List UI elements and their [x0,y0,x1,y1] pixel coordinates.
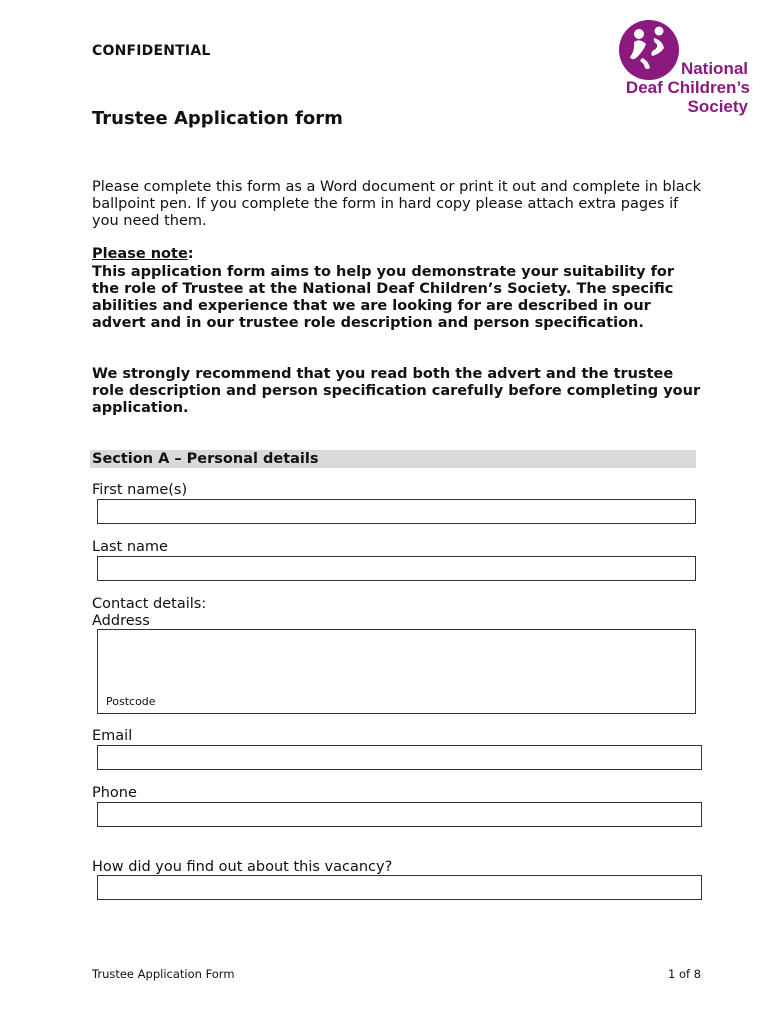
vacancy-source-field[interactable] [97,875,702,900]
vacancy-source-label: How did you find out about this vacancy? [92,859,393,875]
phone-label: Phone [92,785,137,801]
intro-paragraph: Please complete this form as a Word document or print it out and complete in black ballpoint pen. If you complete the form in hard copy please attach extra pages if you need them. [92,179,702,229]
last-name-field[interactable] [97,556,696,581]
note-body: This application form aims to help you demonstrate your suitability for the role of Trustee at the National Deaf Children’s Society. The specific abilities and experience that we are looking for are described in our advert and in our trustee role description and person specification. [92,264,674,331]
contact-details-label: Contact details: [92,596,207,612]
logo-line-2: Deaf Children’s [625,78,750,97]
logo-line-1: National [680,59,748,78]
email-label: Email [92,728,133,744]
first-name-field[interactable] [97,499,696,524]
note-heading [92,246,194,262]
logo-circle [619,20,679,80]
phone-field[interactable] [97,802,702,827]
first-name-label: First name(s) [92,482,188,498]
note-heading-text: Please note [92,246,188,262]
address-field[interactable] [97,629,696,714]
footer-title: Trustee Application Form [92,967,235,981]
confidential-label: CONFIDENTIAL [92,43,211,59]
logo-line-3: Society [687,97,748,116]
postcode-label: Postcode [106,695,156,708]
note-heading-colon: : [187,246,194,262]
section-a-title: Section A – Personal details [92,451,319,467]
last-name-label: Last name [92,539,168,555]
address-label: Address [92,613,150,629]
recommend-paragraph: We strongly recommend that you read both the advert and the trustee role description and person specification carefully before completing your application. [92,366,701,416]
page-title: Trustee Application form [92,108,343,129]
page-number: 1 of 8 [668,967,702,981]
ndcs-logo [612,18,752,118]
email-field[interactable] [97,745,702,770]
